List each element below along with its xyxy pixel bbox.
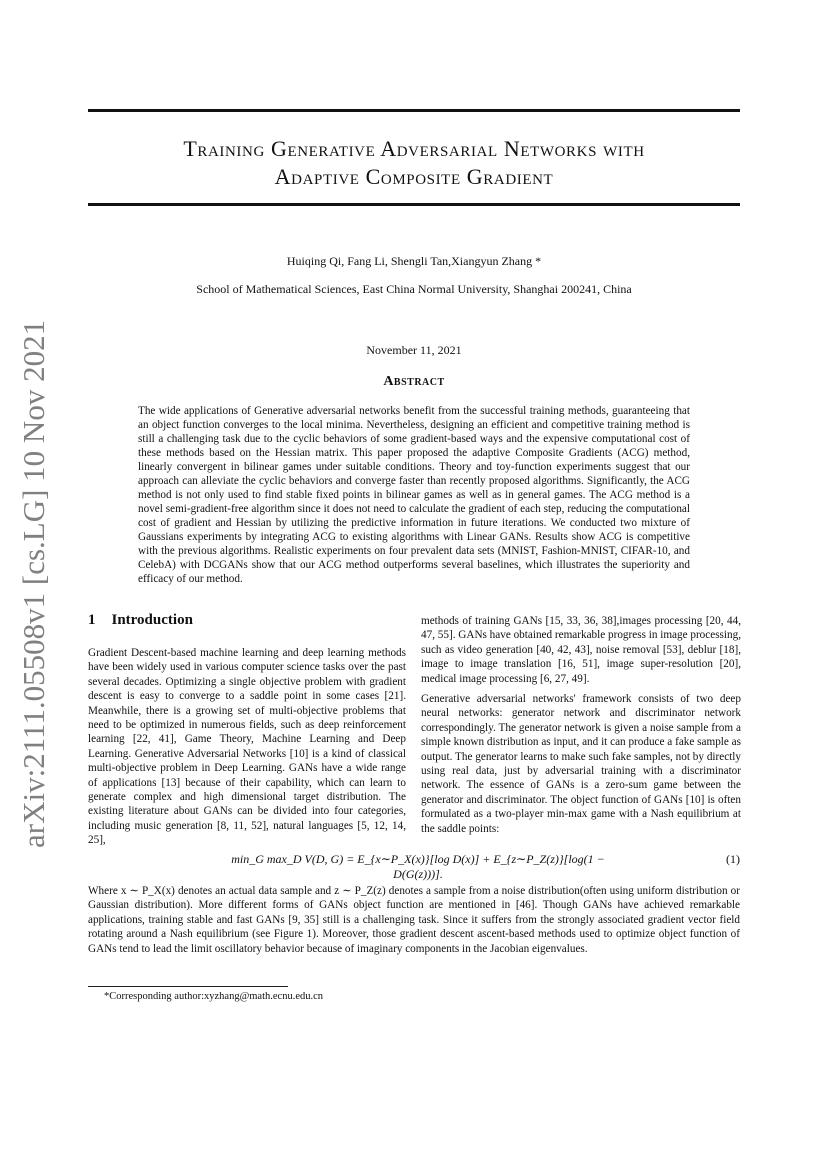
equation: min_G max_D V(D, G) = E_{x∼P_X(x)}[log D(x)] + E_{z∼P_Z(z)}[log(1 − D(G(z)))]. <box>231 852 605 881</box>
title-bottom-rule <box>88 203 740 206</box>
authors: Huiqing Qi, Fang Li, Shengli Tan,Xiangyun Zhang * <box>286 254 542 268</box>
footnote-rule <box>88 986 288 987</box>
section-heading <box>88 612 193 629</box>
paper-title-line-2: Adaptive Composite Gradient <box>274 164 554 189</box>
intro-paragraph-2: methods of training GANs [15, 33, 36, 38],images processing [20, 44, 47, 55]. GANs have obtained remarkable progress in image processing, such as video generation [40, 42, 43], noise removal [53], deblur [18], image to image translation [16, 51], image super-resolution [20], medical image processing [6, 27, 49]. <box>421 615 741 685</box>
footnote: *Corresponding author:xyzhang@math.ecnu.edu.cn <box>104 991 324 1002</box>
arxiv-identifier: arXiv:2111.05508v1 [cs.LG] 10 Nov 2021 <box>16 319 51 848</box>
right-column <box>421 614 741 842</box>
intro-paragraph-3: Generative adversarial networks' framework consists of two deep neural networks: generator network and discriminator network correspondingly. The generator network is given a noise sample from a simple known distribution as input, and it can produce a fake sample as output. The generator learns to make such fake samples, not by directly using real data, just by adversarial training with a discriminator network. The essence of GANs is a zero-sum game between the generator and discriminator. The object function of GANs [10] is often formulated as a two-player min-max game with a Nash equilibrium at the saddle points: <box>421 693 741 835</box>
paragraph-after-equation: Where x ∼ P_X(x) denotes an actual data sample and z ∼ P_Z(z) denotes a sample from a noise distribution(often using uniform distribution or Gaussian distribution). More different forms of GANs object function are mentioned in [46]. Though GANs have achieved remarkable applications, training stable and fast GANs [9, 35] still is a challenging task. Since it suffers from the strongly associated gradient vector field rotating around a Nash equilibrium (see Figure 1). Moreover, those gradient descent ascent-based methods used to optimize object function of GANs tend to lead the limit oscillatory behavior because of imaginary components in the Jacobian eigenvalues. <box>88 885 740 955</box>
intro-paragraph-1: Gradient Descent-based machine learning and deep learning methods have been widely used in various computer science tasks over the past several decades. Optimizing a single objective problem with gradient descent is easy to converge to a saddle point in some cases [21]. Meanwhile, there is a growing set of multi-objective problems that need to be optimized in numerous fields, such as deep reinforcement learning [22, 41], Game Theory, Machine Learning and Deep Learning. Generative Adversarial Networks [10] is a kind of classical multi-objective problem in Deep Learning. GANs have a wide range of applications [13] because of their capability, which can learn to generate complex and high dimensional target distribution. The existing literature about GANs can be divided into four categories, including music generation [8, 11, 52], natural languages [5, 12, 14, 25], <box>88 647 406 847</box>
title-top-rule <box>88 109 740 112</box>
paper-title-line-1: Training Generative Adversarial Networks with <box>183 136 645 161</box>
affiliation: School of Mathematical Sciences, East China Normal University, Shanghai 200241, China <box>196 282 632 296</box>
section-number: 1 <box>88 612 96 628</box>
abstract-text: The wide applications of Generative adversarial networks benefit from the successful training methods, guaranteeing that an object function converges to the local minima. Nevertheless, designing an efficient and competitive training method is still a challenging task due to the cyclic behaviors of some gradient-based ways and the expensive computational cost of these methods based on the Hessian matrix. This paper proposed the adaptive Composite Gradients (ACG) method, linearly convergent in bilinear games under suitable conditions. Theory and toy-function experiments suggest that our approach can alleviate the cyclic behaviors and converge faster than recently proposed algorithms. Significantly, the ACG method is not only used to find stable fixed points in bilinear games as well as in general games. The ACG method is a novel semi-gradient-free algorithm since it does not need to calculate the gradient of each step, reducing the computational cost of gradient and Hessian by utilizing the predictive information in future iterations. We conducted two mixture of Gaussians experiments by integrating ACG to existing algorithms with Linear GANs. Results show ACG is competitive with the previous algorithms. Realistic experiments on four prevalent data sets (MNIST, Fashion-MNIST, CIFAR-10, and CelebA) with DCGANs show that our ACG method outperforms several baselines, which illustrates the superiority and efficacy of our method. <box>138 405 690 585</box>
equation-number: (1) <box>726 852 740 866</box>
date: November 11, 2021 <box>366 343 462 357</box>
section-title: Introduction <box>111 612 193 628</box>
abstract-heading: Abstract <box>383 374 445 389</box>
left-column <box>88 646 406 854</box>
